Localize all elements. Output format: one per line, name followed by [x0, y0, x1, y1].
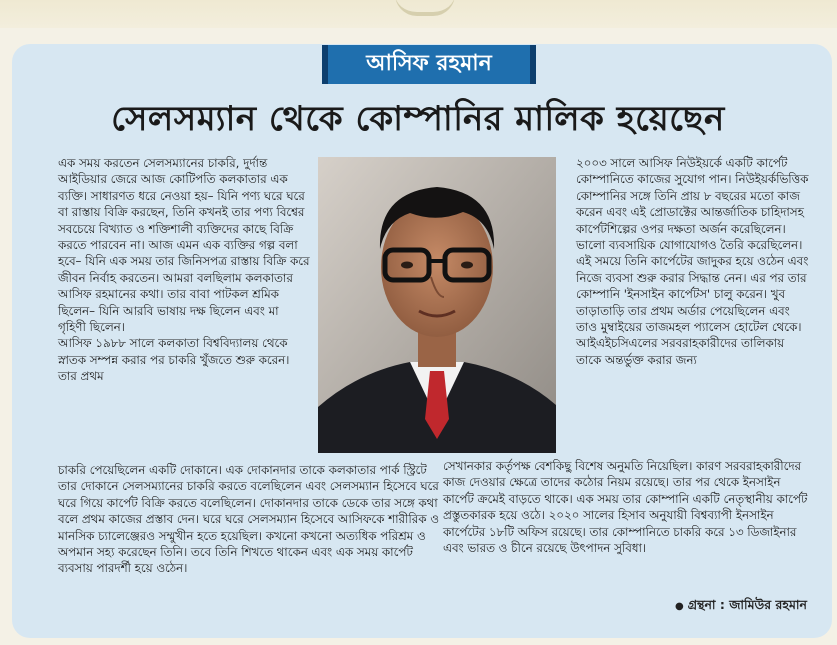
author-credit: [675, 597, 807, 617]
article-column-right: [576, 155, 812, 368]
article-column-right-bottom: [443, 458, 813, 556]
portrait-illustration: [318, 157, 556, 453]
article-column-left-bottom: [58, 462, 443, 577]
byline-banner: [322, 45, 536, 84]
article-paragraph-5: সেখানকার কর্তৃপক্ষ বেশকিছু বিশেষ অনুমতি নিয়েছিল। কারণ সরবরাহকারীদের কাজ দেওয়ার ক্ষেত্রে তাদের কঠোর নিয়ম রয়েছে। তার পর থেকে ইনসাইন কার্পেট ক্রমেই বাড়তে থাকে। এক সময় তার কোম্পানি একটি নেতৃস্থানীয় কার্পেট প্রস্তুতকারক হয়ে ওঠে। ২০২০ সালের হিসাব অনুযায়ী বিশ্বব্যাপী ইনসাইন কার্পেটের ১৮টি অফিস রয়েছে। তার কোম্পানিতে চাকরি করে ১৩ ডিজাইনার এবং ভারত ও চীনে রয়েছে উৎপাদন সুবিধা।: [443, 459, 808, 556]
headline: সেলসম্যান থেকে কোম্পানির মালিক হয়েছেন: [111, 98, 725, 139]
portrait-photo: [318, 157, 556, 453]
article-column-left: [58, 155, 310, 385]
bullet-icon: ●: [674, 601, 684, 612]
article-paragraph-1: এক সময় করতেন সেলসম্যানের চাকরি, দুর্দান্ত আইডিয়ার জেরে আজ কোটিপতি কলকাতার এক ব্যক্তি। সাধারণত ধরে নেওয়া হয়– যিনি পণ্য ঘরে ঘরে বা রাস্তায় বিক্রি করছেন, তিনি কখনই তার পণ্য বিশ্বের সবচেয়ে বিখ্যাত ও শক্তিশালী ব্যক্তিদের কাছে বিক্রি করতে পারবেন না। আজ এমন এক ব্যক্তির গল্প বলা হবে– যিনি এক সময় তার জিনিসপত্র রাস্তায় বিক্রি করে জীবন নির্বাহ করতেন। আমরা বলছিলাম কলকাতার আসিফ রহমানের কথা। তার বাবা পাটকল শ্রমিক ছিলেন– যিনি আরবি ভাষায় দক্ষ ছিলেন এবং মা গৃহিণী ছিলেন।: [58, 156, 310, 335]
article-paragraph-2: আসিফ ১৯৮৮ সালে কলকাতা বিশ্ববিদ্যালয় থেকে স্নাতক সম্পন্ন করার পর চাকরি খুঁজতে শুরু করেন। তার প্রথম: [58, 336, 290, 384]
credit-text: গ্রন্থনা : জামিউর রহমান: [687, 597, 807, 612]
article-paragraph-4: চাকরি পেয়েছিলেন একটি দোকানে। এক দোকানদার তাকে কলকাতার পার্ক স্ট্রিটে তার দোকানে সেলসম্যানের চাকরি করতে বলেছিলেন এবং সেলসম্যান হিসেবে ঘরে ঘরে গিয়ে কার্পেট বিক্রি করতে বলেছিলেন। দোকানদার তাকে ডেকে তার সঙ্গে কথা বলে প্রথম কাজের প্রস্তাব দেন। ঘরে ঘরে সেলসম্যান হিসেবে আসিফকে শারীরিক ও মানসিক চ্যালেঞ্জেরও সম্মুখীন হতে হয়েছিল। কখনো কখনো অত্যধিক পরিশ্রম ও অপমান সহ্য করেছেন তিনি। তবে তিনি শিখতে থাকেন এবং এক সময় কার্পেট ব্যবসায় পারদর্শী হয়ে ওঠেন।: [58, 463, 439, 576]
byline-text: আসিফ রহমান: [366, 51, 492, 76]
article-paragraph-3: ২০০৩ সালে আসিফ নিউইয়র্কে একটি কার্পেট কোম্পানিতে কাজের সুযোগ পান। নিউইয়র্কভিত্তিক কোম্পানির সঙ্গে তিনি প্রায় ৮ বছরের মতো কাজ করেন এবং এই প্রোডাক্টের আন্তর্জাতিক চাহিদাসহ কার্পেটশিল্পের ওপর দক্ষতা অর্জন করেছিলেন। ভালো ব্যবসায়িক যোগাযোগও তৈরি করেছিলেন। এই সময়ে তিনি কার্পেটের জাদুকর হয়ে ওঠেন এবং নিজে ব্যবসা শুরু করার সিদ্ধান্ত নেন। এর পর তার কোম্পানি 'ইনসাইন কার্পেটস' চালু করেন। খুব তাড়াতাড়ি তার প্রথম অর্ডার পেয়েছিলেন এবং তাও মুম্বাইয়ের তাজমহল প্যালেস হোটেল থেকে। আইএইচসিএলের সরবরাহকারীদের তালিকায় তাকে অন্তর্ভুক্ত করার জন্য: [576, 156, 809, 367]
